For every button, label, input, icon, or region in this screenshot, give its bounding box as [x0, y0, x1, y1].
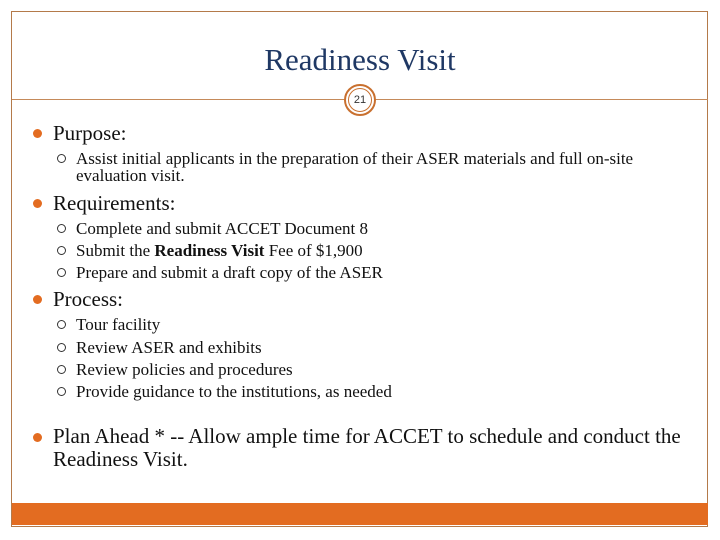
section-heading: Purpose: — [53, 121, 127, 145]
page-number: 21 — [348, 88, 372, 112]
list-item-text: Provide guidance to the institutions, as needed — [76, 382, 392, 401]
page-number-badge — [344, 84, 376, 116]
slide-title: Readiness Visit — [264, 42, 456, 77]
plan-ahead-text: Plan Ahead * -- Allow ample time for ACCET to schedule and conduct the Readiness Visit. — [53, 424, 681, 471]
circle-bullet-icon — [57, 387, 66, 396]
footer-accent-bar — [12, 503, 708, 525]
list-item-text: Review ASER and exhibits — [76, 338, 262, 357]
section-heading: Process: — [53, 287, 123, 311]
bullet-icon — [33, 199, 42, 208]
circle-bullet-icon — [57, 224, 66, 233]
circle-bullet-icon — [57, 154, 66, 163]
list-item-text: Assist initial applicants in the preparation of their ASER materials and full on-site evaluation visit. — [76, 149, 634, 185]
circle-bullet-icon — [57, 268, 66, 277]
list-item-text: Review policies and procedures — [76, 360, 293, 379]
circle-bullet-icon — [57, 246, 66, 255]
bullet-icon — [33, 295, 42, 304]
section-heading: Requirements: — [53, 191, 176, 215]
list-item-text: Submit the Readiness Visit Fee of $1,900 — [76, 241, 363, 260]
circle-bullet-icon — [57, 365, 66, 374]
circle-bullet-icon — [57, 320, 66, 329]
circle-bullet-icon — [57, 343, 66, 352]
list-item-text: Tour facility — [76, 315, 161, 334]
list-item-text: Prepare and submit a draft copy of the ASER — [76, 263, 383, 282]
bullet-icon — [33, 433, 42, 442]
list-item-text: Complete and submit ACCET Document 8 — [76, 219, 368, 238]
bullet-icon — [33, 129, 42, 138]
